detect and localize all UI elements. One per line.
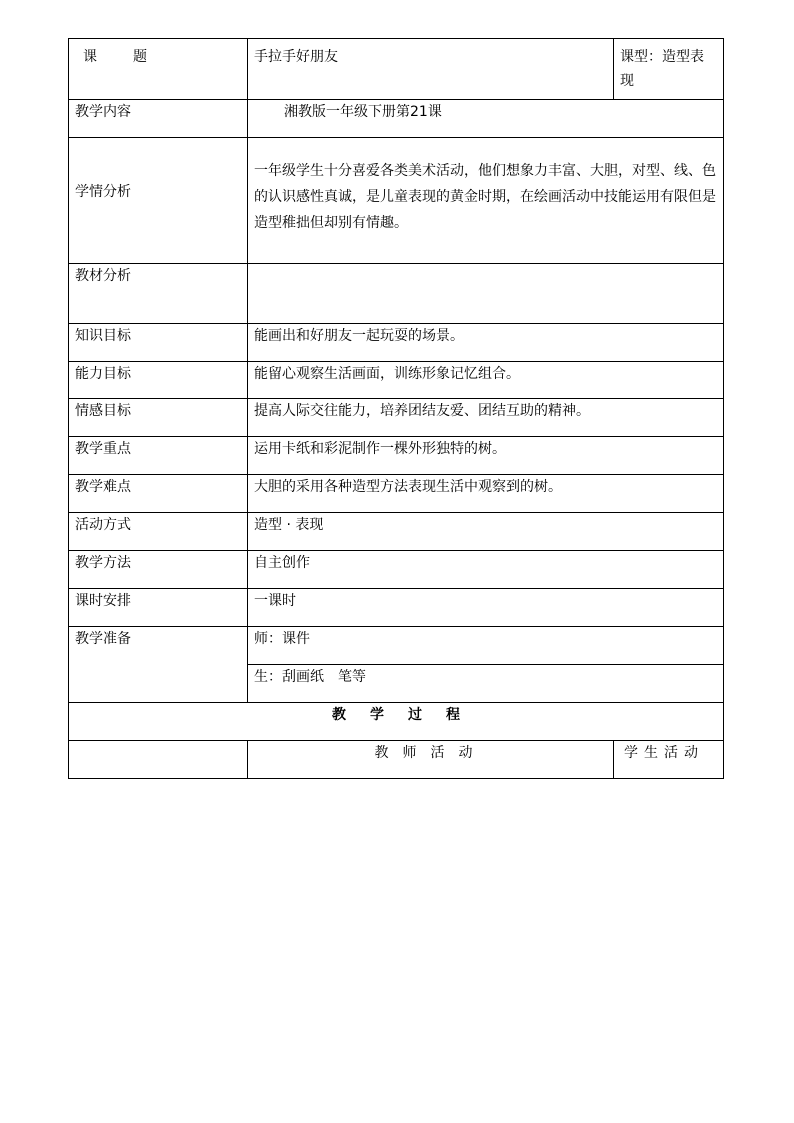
row-label-key: 教学重点 xyxy=(69,437,248,475)
table-row xyxy=(69,39,724,100)
row-value-schedule: 一课时 xyxy=(248,589,724,627)
row-label-ability: 能力目标 xyxy=(69,362,248,399)
table-row xyxy=(69,475,724,513)
table-row xyxy=(69,513,724,551)
teacher-activity-header: 教师活动 xyxy=(248,741,614,779)
lesson-plan-table xyxy=(68,38,724,779)
row-label-content: 教学内容 xyxy=(69,100,248,138)
row-label-activity: 活动方式 xyxy=(69,513,248,551)
table-row xyxy=(69,627,724,665)
row-value-prep-student: 生：刮画纸 笔等 xyxy=(248,665,724,703)
table-row xyxy=(69,741,724,779)
row-value-material xyxy=(248,264,724,324)
student-activity-header: 学生活动 xyxy=(614,741,724,779)
table-row xyxy=(69,551,724,589)
topic-value: 手拉手好朋友 xyxy=(248,39,614,100)
table-row xyxy=(69,100,724,138)
table-row xyxy=(69,589,724,627)
row-label-emotion: 情感目标 xyxy=(69,399,248,437)
table-row xyxy=(69,362,724,399)
row-label-prep: 教学准备 xyxy=(69,627,248,703)
row-value-knowledge: 能画出和好朋友一起玩耍的场景。 xyxy=(248,324,724,362)
row-value-method: 自主创作 xyxy=(248,551,724,589)
row-value-ability: 能留心观察生活画面，训练形象记忆组合。 xyxy=(248,362,724,399)
table-row xyxy=(69,324,724,362)
topic-label-cell xyxy=(69,39,248,100)
row-value-difficulty: 大胆的采用各种造型方法表现生活中观察到的树。 xyxy=(248,475,724,513)
table-row xyxy=(69,138,724,264)
lesson-type: 课型：造型表现 xyxy=(614,39,724,100)
row-value-emotion: 提高人际交往能力，培养团结友爱、团结互助的精神。 xyxy=(248,399,724,437)
row-label-analysis: 学情分析 xyxy=(69,138,248,264)
row-value-key: 运用卡纸和彩泥制作一棵外形独特的树。 xyxy=(248,437,724,475)
table-row xyxy=(69,703,724,741)
process-empty-cell xyxy=(69,741,248,779)
row-label-knowledge: 知识目标 xyxy=(69,324,248,362)
topic-label-left: 课 xyxy=(83,49,97,65)
topic-label-right: 题 xyxy=(133,49,147,65)
row-value-analysis: 一年级学生十分喜爱各类美术活动，他们想象力丰富、大胆，对型、线、色的认识感性真诚，是儿童表现的黄金时期，在绘画活动中技能运用有限但是造型稚拙但却别有情趣。 xyxy=(248,138,724,264)
row-label-method: 教学方法 xyxy=(69,551,248,589)
table-row xyxy=(69,264,724,324)
row-label-difficulty: 教学难点 xyxy=(69,475,248,513)
row-value-activity: 造型 · 表现 xyxy=(248,513,724,551)
row-value-content: 湘教版一年级下册第21课 xyxy=(248,100,724,138)
row-value-prep-teacher: 师：课件 xyxy=(248,627,724,665)
table-row xyxy=(69,437,724,475)
process-title: 教学过程 xyxy=(69,703,724,741)
row-label-schedule: 课时安排 xyxy=(69,589,248,627)
row-label-material: 教材分析 xyxy=(69,264,248,324)
table-row xyxy=(69,399,724,437)
